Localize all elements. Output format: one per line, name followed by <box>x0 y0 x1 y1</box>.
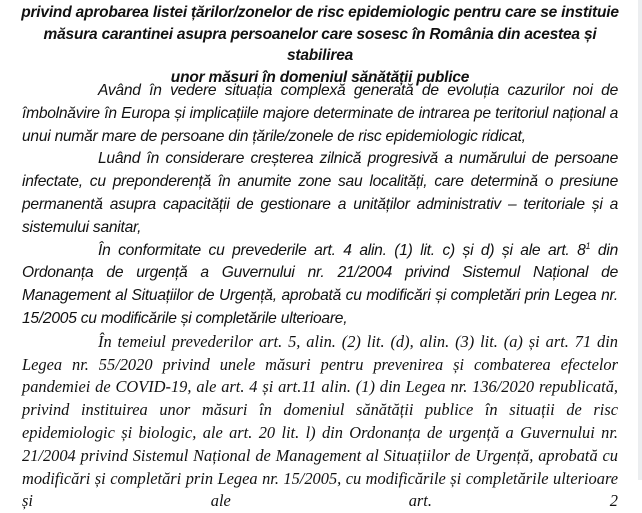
article-superscript: 1 <box>585 240 591 251</box>
conformity-text-after: din Ordonanța de urgență a Guvernului nr. 21/2004 privind Sistemul Național de Management al Situațiilor de Urgență, aprobată cu modificări și completări prin Legea nr. 15/2005 cu modificările și completările ulterioare, <box>22 241 618 327</box>
title-line: unor măsuri în domeniul sănătății publice <box>170 68 470 86</box>
conformity-text-before: În conformitate cu prevederile art. 4 alin. (1) lit. c) și d) și ale art. 8 <box>98 241 586 259</box>
title-line: măsura carantinei asupra persoanelor care sosesc în România din acestea și stabilirea <box>43 25 597 64</box>
paragraph-legal-basis: În temeiul prevederilor art. 5, alin. (2) lit. (d), alin. (3) lit. (a) și art. 71 din Legea nr. 55/2020 privind unele măsuri pentru prevenirea și combaterea efectelor pandemiei de COVID-19, ale art. 4 și art.11 alin. (1) din Legea nr. 136/2020 republicată, privind instituirea unor măsuri în domeniul sănătății publice în situații de risc epidemiologic și biologic, ale art. 20 lit. l) din Ordonanța de urgență a Guvernului nr. 21/2004 privind Sistemul Național de Management al Situațiilor de Urgență, aprobată cu modificări și completări prin Legea nr. 15/2005, cu modificările și completările ulterioare și ale art. 2 <box>22 331 618 511</box>
paragraph-conformity <box>22 240 618 331</box>
page-edge <box>638 0 642 480</box>
title-line: privind aprobarea listei țărilor/zonelor de risc epidemiologic pentru care se instituie <box>21 4 619 21</box>
paragraph-considering: Luând în considerare creșterea zilnică progresivă a numărului de persoane infectate, cu preponderență în anumite zone sau localități, care determină o presiune permanentă asupra capacității de gestionare a unităților administrativ – teritoriale și a sistemului sanitar, <box>22 150 618 236</box>
document-title <box>20 2 620 88</box>
document-body <box>22 80 618 513</box>
paragraph-situation: Având în vedere situația complexă generată de evoluția cazurilor noi de îmbolnăvire în Europa și implicațiile majore determinate de intrarea pe teritoriul național a unui număr mare de persoane din țările/zonele de risc epidemiologic ridicat, <box>22 82 618 145</box>
